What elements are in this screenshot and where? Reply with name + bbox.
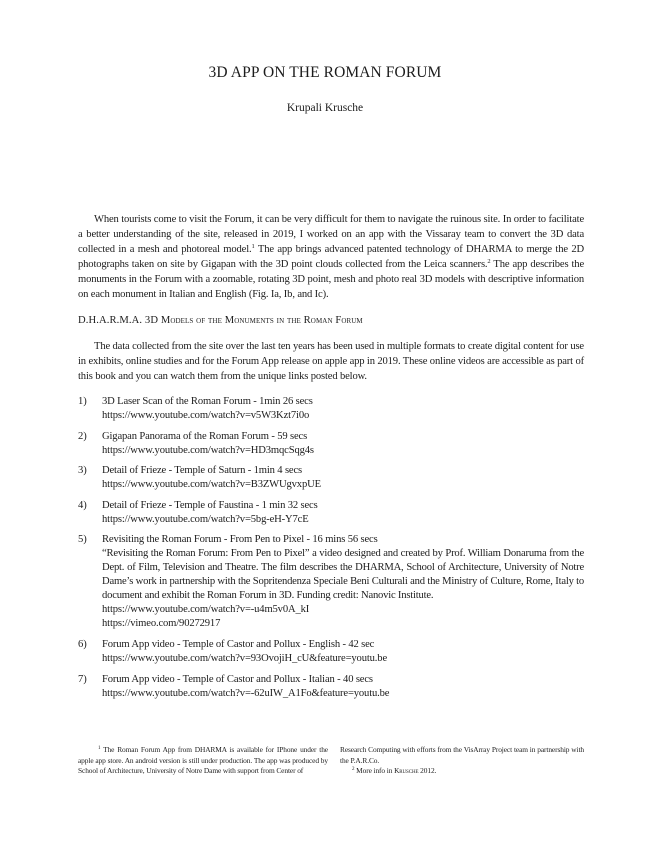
video-url[interactable]: https://www.youtube.com/watch?v=5bg-eH-Y7cE	[102, 513, 309, 525]
footnote-ref-1: 1	[251, 243, 255, 250]
footnote-1	[78, 745, 328, 777]
video-url[interactable]: https://www.youtube.com/watch?v=-62uIW_A1Fo&feature=youtu.be	[102, 687, 390, 699]
section-heading: D.H.A.R.M.A. 3D Models of the Monuments in the Roman Forum	[78, 315, 363, 326]
item-title: Forum App video - Temple of Castor and Pollux - Italian - 40 secs	[102, 673, 373, 685]
item-number: 6)	[78, 638, 87, 650]
item-title: Forum App video - Temple of Castor and Pollux - English - 42 sec	[102, 638, 375, 650]
footnote-2-text-b: 2012.	[418, 766, 437, 776]
intro-paragraph	[78, 212, 584, 302]
list-item	[78, 395, 584, 423]
video-link-list	[78, 395, 584, 707]
page-title: 3D APP ON THE ROMAN FORUM	[208, 64, 442, 81]
footnote-1-text: The Roman Forum App from DHARMA is available for IPhone under the apple app store. An android version is still under production. The app was produced by School of Architecture, University of Notre Dame with support from Center of	[78, 745, 328, 776]
item-number: 1)	[78, 396, 87, 407]
intro-text-a: When tourists come to visit the Forum, it can be very difficult for them to navigate the ruinous site. In order to facilitate a better understanding of the site, released in 2019, I worked on an app with the Vissaray team to convert the 3D data collected in a mesh and photoreal model.	[78, 214, 584, 255]
list-item	[78, 464, 584, 492]
video-url[interactable]: https://www.youtube.com/watch?v=-u4m5v0A_kI	[102, 604, 310, 616]
footnote-marker-1: 1	[98, 746, 101, 751]
footnote-column-right	[340, 745, 584, 777]
item-number: 5)	[78, 534, 87, 546]
intro-text-b: The app brings advanced patented technology of DHARMA to merge the 2D photographs taken on site by Gigapan with the 3D point clouds collected from the Leica scanners.	[78, 244, 584, 270]
footnote-marker-2: 2	[352, 767, 355, 773]
list-item	[78, 499, 584, 527]
list-item	[78, 533, 584, 631]
footnote-2-author: Krusche	[394, 766, 419, 776]
footnote-1-continued: Research Computing with efforts from the VisArray Project team in partnership with the P.A.R.Co.	[340, 745, 584, 765]
footnote-2	[340, 766, 584, 777]
video-url[interactable]: https://www.youtube.com/watch?v=93OvojiH_cU&feature=youtu.be	[102, 652, 387, 664]
footnote-ref-2: 2	[487, 258, 491, 265]
list-item	[78, 673, 584, 701]
list-item	[78, 638, 584, 666]
item-title: Gigapan Panorama of the Roman Forum - 59 secs	[102, 430, 308, 442]
item-title: 3D Laser Scan of the Roman Forum - 1min 26 secs	[102, 396, 313, 407]
item-description: “Revisiting the Roman Forum: From Pen to Pixel” a video designed and created by Prof. William Donaruma from the Dept. of Film, Television and Theatre. The film describes the DHARMA, School of Architecture, University of Notre Dame’s work in partnership with the Sopritendenza Speciale Beni Culturali and the Ministry of Culture, Rome, Italy to document and exhibit the Roman Forum in 3D. Funding credit: Nanovic Institute.	[102, 548, 584, 602]
list-item	[78, 430, 584, 458]
vimeo-url[interactable]: https://vimeo.com/90272917	[102, 618, 221, 630]
item-number: 3)	[78, 465, 87, 477]
item-title: Detail of Frieze - Temple of Faustina - 1 min 32 secs	[102, 499, 318, 511]
item-number: 7)	[78, 673, 87, 685]
item-number: 4)	[78, 499, 87, 511]
section-paragraph: The data collected from the site over the last ten years has been used in multiple formats to create digital content for use in exhibits, online studies and for the Forum App release on apple app in 2019. These online videos are accessible as part of this book and you can watch them from the unique links posted below.	[78, 341, 584, 382]
video-url[interactable]: https://www.youtube.com/watch?v=HD3mqcSqg4s	[102, 444, 314, 456]
footnote-2-text-a: More info in	[354, 766, 395, 776]
item-number: 2)	[78, 430, 87, 442]
video-url[interactable]: https://www.youtube.com/watch?v=B3ZWUgvxpUE	[102, 479, 321, 491]
author-name: Krupali Krusche	[286, 102, 364, 114]
intro-text-c: The app describes the monuments in the Forum with a zoomable, rotating 3D point, mesh and photo real 3D models with descriptive information on each monument in Italian and English (Fig. Ia, Ib, and Ic).	[78, 259, 585, 300]
item-title: Revisiting the Roman Forum - From Pen to Pixel - 16 mins 56 secs	[102, 534, 378, 546]
video-url[interactable]: https://www.youtube.com/watch?v=v5W3Kzt7i0o	[102, 410, 310, 421]
item-title: Detail of Frieze - Temple of Saturn - 1min 4 secs	[102, 465, 302, 477]
